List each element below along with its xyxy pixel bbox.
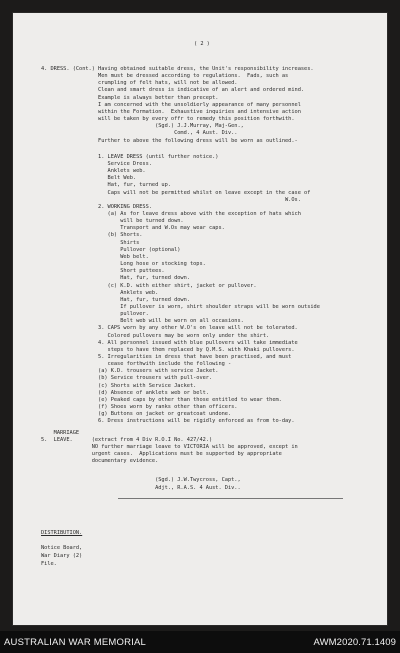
footer-reference: AWM2020.71.1409 bbox=[313, 637, 396, 648]
document-line: cease forthwith include the following - bbox=[41, 361, 232, 368]
document-line: 2. WORKING DRESS. bbox=[41, 203, 152, 210]
document-line: Adjt., R.A.S. 4 Aust. Div.. bbox=[41, 484, 241, 491]
document-line: Anklets web. bbox=[41, 289, 159, 296]
document-line: Further to above the following dress will be worn as outlined.- bbox=[41, 137, 298, 144]
document-line: 1. LEAVE DRESS (until further notice.) bbox=[41, 153, 219, 160]
document-page bbox=[13, 13, 387, 625]
document-line: (g) Buttons on jacket or greatcoat undone. bbox=[41, 411, 232, 418]
document-line: W.Os. bbox=[41, 196, 301, 203]
document-line: Hat, fur, turned down. bbox=[41, 275, 190, 282]
document-line: 6. Dress instructions will be rigidly enforced as from to-day. bbox=[41, 418, 295, 425]
distribution-item: War Diary (2) bbox=[41, 553, 83, 559]
document-line: Service Dress. bbox=[41, 160, 152, 167]
document-line: Long hose or stocking tops. bbox=[41, 261, 206, 268]
document-line: will be turned down. bbox=[41, 218, 184, 225]
document-line: Anklets web. bbox=[41, 168, 146, 175]
document-line: Belt web will be worn on all occasions. bbox=[41, 318, 244, 325]
distribution-item: File. bbox=[41, 561, 57, 567]
document-line: 4. DRESS. (Cont.) Having obtained suitable dress, the Unit's responsibility increases. bbox=[41, 66, 314, 72]
document-line: (Sgd.) J.J.Murray, Maj-Gen., bbox=[41, 123, 244, 130]
document-line: will be taken by every offr to remedy this position forthwith. bbox=[41, 116, 295, 123]
document-line: I am concerned with the unsoldierly appearance of many personnel bbox=[41, 101, 301, 108]
distribution-item: Notice Board, bbox=[41, 545, 83, 551]
document-line: within the Formation. Exhaustive inquiries and intensive action bbox=[41, 108, 301, 115]
document-line: steps to have them replaced by Q.M.S. with Khaki pullovers. bbox=[41, 346, 295, 353]
page-number: ( 2 ) bbox=[194, 41, 210, 47]
distribution-heading: DISTRIBUTION. bbox=[41, 530, 83, 536]
document-line: (e) Peaked caps by other than those entitled to wear them. bbox=[41, 396, 282, 403]
document-body bbox=[13, 13, 387, 625]
document-line: (d) Absence of anklets web or belt. bbox=[41, 389, 209, 396]
document-line: Example is always better than precept. bbox=[41, 94, 219, 101]
document-line: (a) As for leave dress above with the exception of hats which bbox=[41, 211, 301, 217]
document-line: (a) K.D. trousers with service Jacket. bbox=[41, 368, 219, 375]
document-line: Colored pullovers may be worn only under the shirt. bbox=[41, 332, 270, 339]
document-line: urgent cases. Applications must be supported by appropriate bbox=[41, 450, 282, 457]
document-line: crumpling of felt hats, will not be allowed. bbox=[41, 80, 238, 87]
document-line: 4. All personnel issued with blue pullovers will take immediate bbox=[41, 339, 298, 346]
document-line: Short puttees. bbox=[41, 268, 165, 275]
document-line: 3. CAPS worn by any other W.O's on leave will not be tolerated. bbox=[41, 325, 298, 332]
document-line: 5. Irregularities in dress that have been practised, and must bbox=[41, 354, 292, 360]
footer-source: AUSTRALIAN WAR MEMORIAL bbox=[4, 637, 147, 648]
archive-footer bbox=[0, 631, 400, 653]
document-line: If pullover is worn, shirt shoulder straps will be worn outside bbox=[41, 303, 320, 310]
document-line: Web belt. bbox=[41, 253, 149, 260]
document-line: (c) Shorts with Service Jacket. bbox=[41, 382, 197, 389]
document-line: (b) Service trousers with pull-over. bbox=[41, 375, 213, 382]
document-line: documentary evidence. bbox=[41, 458, 159, 465]
document-line: (b) Shorts. bbox=[41, 232, 143, 239]
document-line: NO further marriage leave to VICTORIA will be approved, except in bbox=[41, 443, 298, 450]
document-line: (f) Shoes worn by ranks other than officers. bbox=[41, 404, 238, 411]
document-line: Shirts bbox=[41, 239, 140, 246]
document-line: MARRIAGE bbox=[41, 429, 80, 436]
document-line: Pullover (optional) bbox=[41, 246, 181, 253]
document-line: Caps will not be permitted whilst on leave except in the case of bbox=[41, 189, 311, 196]
document-line: pullover. bbox=[41, 311, 149, 318]
document-line: Hat, fur, turned down. bbox=[41, 296, 190, 303]
document-line: Clean and smart dress is indicative of an alert and ordered mind. bbox=[41, 87, 305, 94]
document-line: Hat, fur, turned up. bbox=[41, 182, 171, 189]
document-line: (c) K.D. with either shirt, jacket or pullover. bbox=[41, 282, 257, 289]
document-line: 5. LEAVE. (extract from 4 Div R.O.I No. 427/42.) bbox=[41, 436, 213, 443]
document-line: Men must be dressed according to regulations. Fads, such as bbox=[41, 73, 289, 80]
document-line: Comd., 4 Aust. Div.. bbox=[41, 130, 238, 137]
document-line: (Sgd.) J.W.Twycross, Capt., bbox=[41, 477, 241, 484]
document-line: Belt Web. bbox=[41, 175, 137, 182]
document-line: Transport and W.Os may wear caps. bbox=[41, 225, 225, 232]
separator-line bbox=[118, 498, 343, 499]
